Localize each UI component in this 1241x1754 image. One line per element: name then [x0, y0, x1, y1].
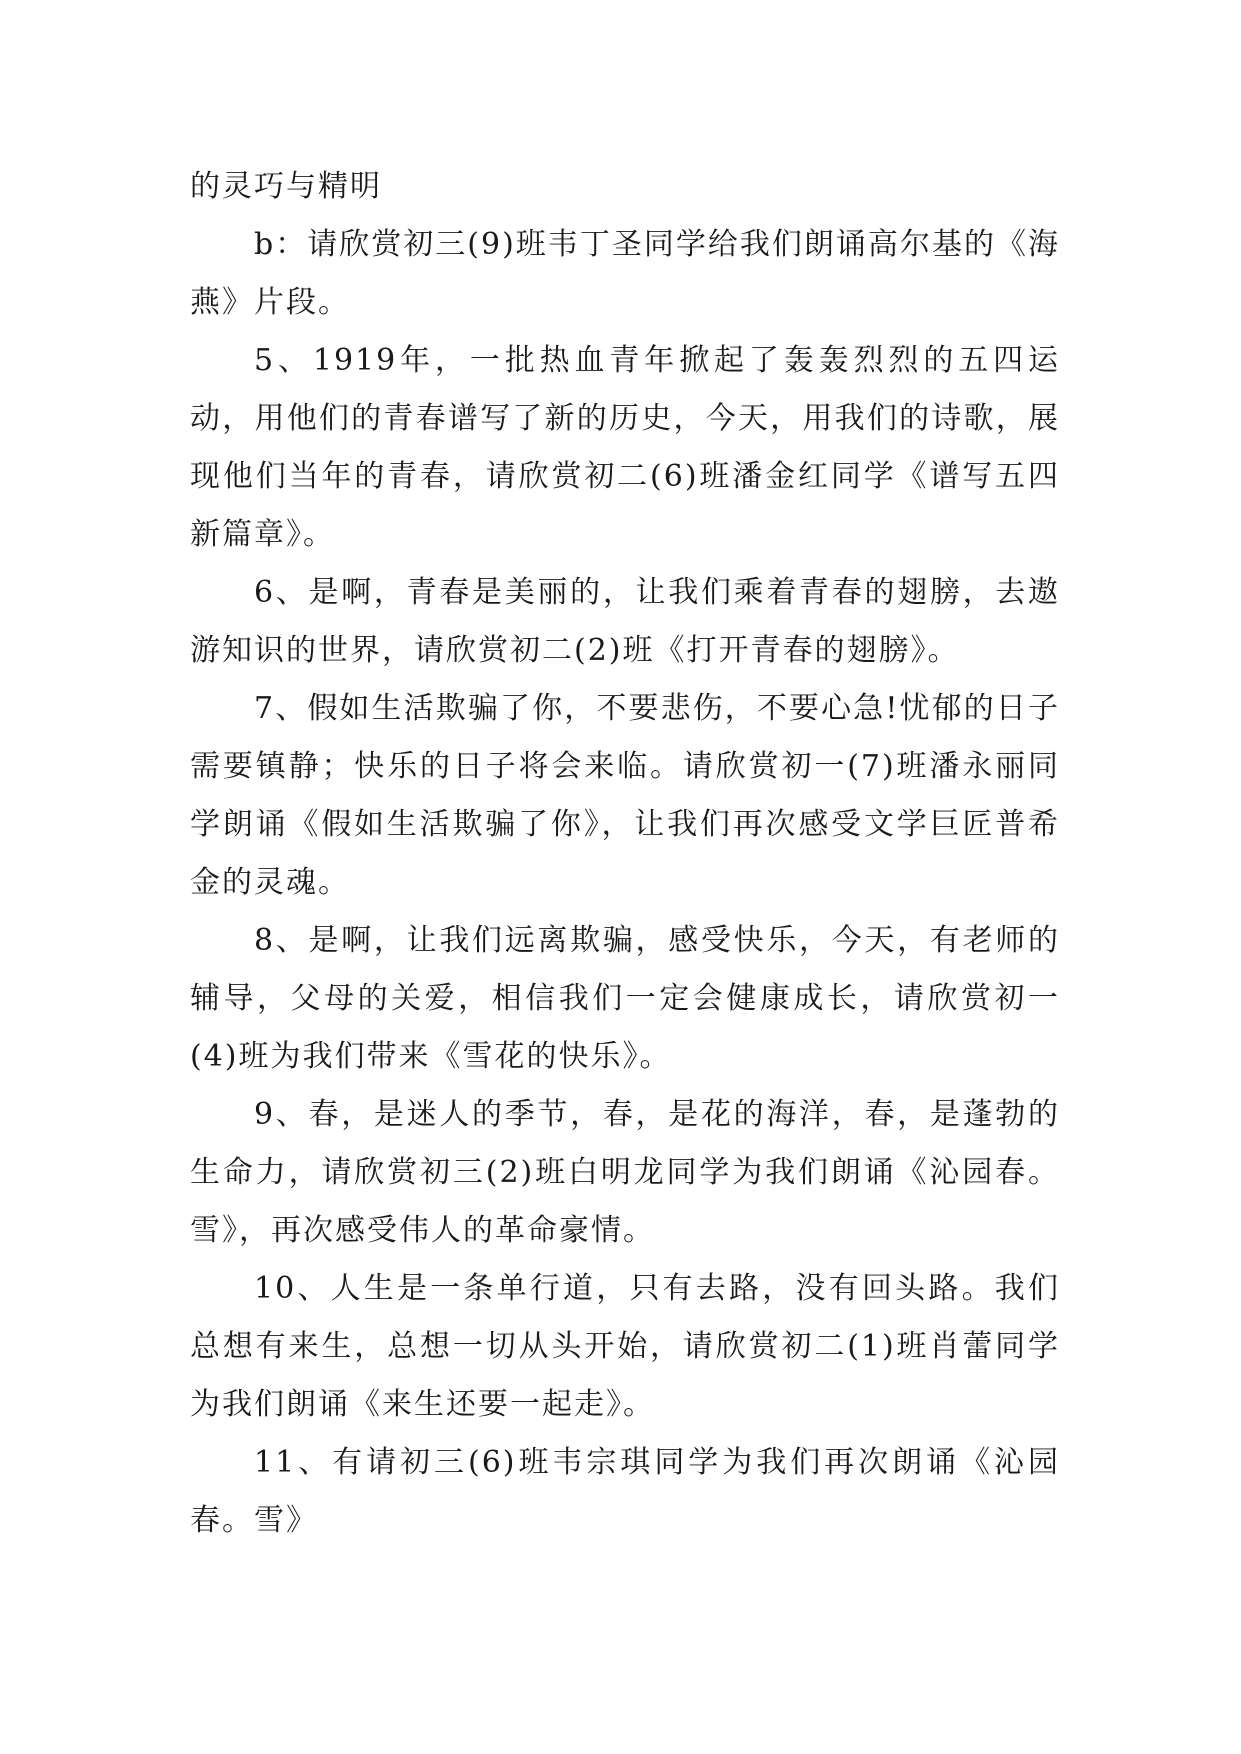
- paragraph: 的灵巧与精明: [190, 169, 382, 204]
- paragraph: 11、有请初三(6)班韦宗琪同学为我们再次朗诵《沁园春。雪》: [190, 1445, 1060, 1538]
- paragraph: 10、人生是一条单行道，只有去路，没有回头路。我们总想有来生，总想一切从头开始，请欣赏初二(1)班肖蕾同学为我们朗诵《来生还要一起走》。: [190, 1271, 1060, 1422]
- paragraph: b：请欣赏初三(9)班韦丁圣同学给我们朗诵高尔基的《海燕》片段。: [190, 227, 1060, 320]
- paragraph: 9、春，是迷人的季节，春，是花的海洋，春，是蓬勃的生命力，请欣赏初三(2)班白明龙同学为我们朗诵《沁园春。雪》，再次感受伟人的革命豪情。: [190, 1097, 1060, 1248]
- document-body: [190, 158, 1060, 1550]
- paragraph: 5、1919年，一批热血青年掀起了轰轰烈烈的五四运动，用他们的青春谱写了新的历史，今天，用我们的诗歌，展现他们当年的青春，请欣赏初二(6)班潘金红同学《谱写五四新篇章》。: [190, 343, 1060, 552]
- paragraph: 7、假如生活欺骗了你，不要悲伤，不要心急!忧郁的日子需要镇静；快乐的日子将会来临。请欣赏初一(7)班潘永丽同学朗诵《假如生活欺骗了你》，让我们再次感受文学巨匠普希金的灵魂。: [190, 691, 1060, 900]
- paragraph: 6、是啊，青春是美丽的，让我们乘着青春的翅膀，去遨游知识的世界，请欣赏初二(2)班《打开青春的翅膀》。: [190, 575, 1060, 668]
- paragraph: 8、是啊，让我们远离欺骗，感受快乐，今天，有老师的辅导，父母的关爱，相信我们一定会健康成长，请欣赏初一(4)班为我们带来《雪花的快乐》。: [190, 923, 1060, 1074]
